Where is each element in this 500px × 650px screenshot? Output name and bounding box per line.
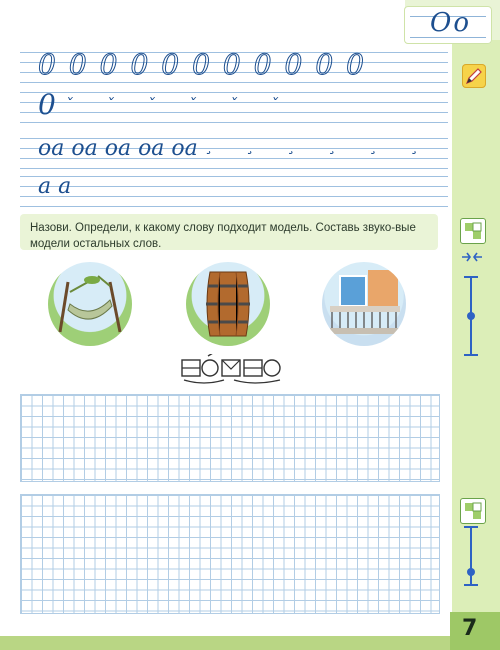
barrel-picture	[186, 262, 270, 346]
compare-arrows-icon	[460, 250, 484, 264]
writing-line-3	[20, 138, 448, 168]
right-margin-band	[452, 0, 500, 650]
pair-work-icon	[460, 218, 486, 244]
pencil-icon	[462, 64, 486, 88]
sound-model-scheme	[180, 354, 284, 386]
task-instruction: Назови. Определи, к какому слову подходит модель. Составь звуко-вые модели остальных слов.	[20, 214, 438, 250]
writing-line-2	[20, 88, 448, 122]
page-number: 7	[462, 616, 478, 641]
connector-strokes: ˇ ˇ ˇ ˇ ˇ ˇ	[64, 95, 293, 114]
sample-letter-a: a a	[38, 174, 72, 199]
syllable-dots: ¸ ¸ ¸ ¸ ¸ ¸	[204, 136, 433, 155]
scale-bar-icon-2	[470, 526, 472, 586]
writing-line-4	[20, 176, 448, 206]
letter-title: Оо	[430, 8, 471, 38]
scale-marker-2	[467, 568, 475, 576]
scale-marker	[467, 312, 475, 320]
scale-bottom-cap-2	[464, 584, 478, 586]
writing-grid-1[interactable]	[20, 394, 440, 482]
writing-grid-2[interactable]	[20, 494, 440, 614]
balcony-picture	[322, 262, 406, 346]
writing-line-1	[20, 48, 448, 82]
sample-syllables	[38, 136, 432, 161]
syllable-text: oa oa oa oa oa	[38, 136, 198, 161]
hammock-picture	[48, 262, 132, 346]
footer-band	[0, 636, 500, 650]
scale-bottom-cap	[464, 354, 478, 356]
sample-letter-text: 0	[38, 88, 56, 121]
pair-work-icon-2	[460, 498, 486, 524]
sample-letter	[38, 88, 292, 121]
traceable-letters: 00000000000	[38, 48, 377, 81]
